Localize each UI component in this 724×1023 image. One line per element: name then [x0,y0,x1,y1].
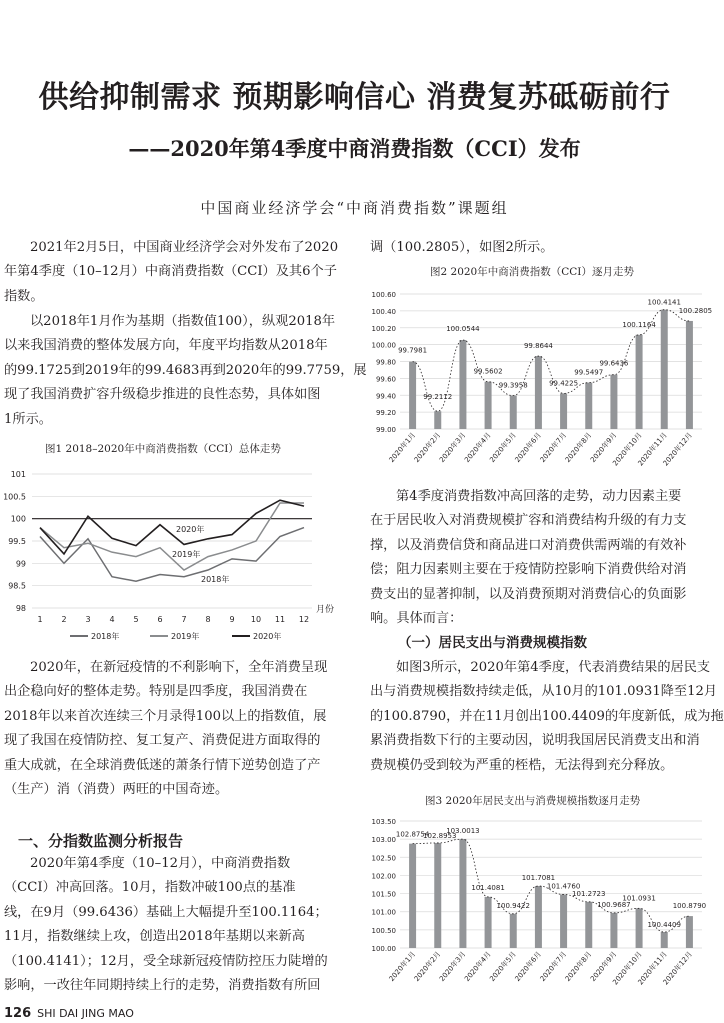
text-line: 2020年，在新冠疫情的不利影响下，全年消费呈现 [30,660,328,675]
x-tick-label: 2020年9月 [588,431,619,465]
x-tick-label: 2020年9月 [588,950,619,984]
series-inline-label: 2018年 [201,575,230,584]
paragraph-continuation [370,236,708,260]
x-tick-label: 2020年12月 [661,950,694,987]
paragraph-intro [4,236,338,309]
text-line: 指数。 [4,288,44,304]
text-line: 现了我国消费扩容升级稳步推进的良性态势，具体如图 [4,387,321,403]
bar [661,932,668,948]
text-line: 2020年第4季度（10–12月），中商消费指数 [30,856,291,871]
bar [434,843,441,948]
x-axis-label: 月份 [316,605,335,615]
byline: 中国商业经济学会“中商消费指数”课题组 [200,199,509,217]
bar [510,914,517,948]
x-tick-label: 2020年2月 [412,950,443,984]
text-line: 影响，一改往年同期持续上行的走势，消费指数有所回 [4,978,321,994]
y-tick-label: 101.50 [371,890,396,899]
article-title: 供给抑制需求 预期影响信心 消费复苏砥砺前行 [38,80,671,115]
y-tick-label: 99.80 [375,358,396,367]
y-tick-label: 102.50 [371,854,396,863]
data-label: 100.4141 [647,298,681,307]
text-line: 累消费指数下行的主要动因，说明我国居民消费支出和消 [370,733,700,749]
text-line: 以2018年1月作为基期（指数值100），纵观2018年 [30,314,336,329]
data-label: 101.4081 [471,883,505,892]
y-tick-label: 100.20 [371,324,396,333]
x-tick-label: 2020年6月 [513,431,543,465]
x-tick-label: 2020年11月 [636,431,669,468]
bar [585,902,592,948]
data-label: 101.2723 [572,889,606,898]
y-tick-label: 101 [10,470,26,479]
x-tick-label: 11 [274,615,286,624]
data-label: 99.6436 [599,359,629,368]
subsection-heading: （一）居民支出与消费规模指数 [398,635,587,651]
data-label: 99.3958 [498,381,528,390]
series-line-2019年 [40,503,304,570]
bar [636,335,643,429]
y-tick-label: 100.50 [371,926,396,935]
article-subtitle: ——2020年第4季度中商消费指数（CCI）发布 [128,136,581,161]
bar [434,411,441,429]
bar [535,886,542,948]
figure3-caption: 图3 2020年居民支出与消费规模指数逐月走势 [425,795,641,807]
x-tick-label: 2020年5月 [488,950,518,984]
bar [610,913,617,948]
data-label: 100.4409 [647,921,681,930]
page-footer [4,1006,134,1021]
page-number: 126 [4,1006,32,1021]
bar [686,321,693,429]
text-line: 2018年以来首次连续三个月录得100以上的指数值，展 [4,708,327,724]
text-line: （100.4141）；12月，受全球新冠疫情防控压力陡增的 [4,953,328,969]
figure1-line-chart [0,462,345,647]
data-label: 100.2805 [678,306,713,315]
x-tick-label: 8 [205,615,211,624]
y-tick-label: 103.00 [371,836,396,845]
y-tick-label: 99.40 [375,392,396,401]
x-tick-label: 5 [133,615,139,624]
y-tick-label: 99.00 [375,426,396,434]
legend-label: 2019年 [171,632,200,641]
x-tick-label: 12 [298,615,310,624]
data-label: 100.9687 [597,900,631,909]
bar [459,839,466,948]
bar [485,897,492,948]
x-tick-label: 9 [229,615,235,624]
x-tick-label: 2020年8月 [563,950,594,984]
y-tick-label: 100.40 [371,307,396,316]
y-tick-label: 103.50 [371,818,396,826]
text-line: 响。具体而言： [370,611,463,627]
data-label: 100.9422 [496,901,530,910]
bar [610,375,617,429]
paragraph-base-period [4,310,367,432]
data-label: 99.4225 [549,379,579,388]
data-label: 101.4760 [546,882,581,891]
bar [636,908,643,948]
figure2-bar-chart [362,284,713,474]
text-line: 年第4季度（10–12月）中商消费指数（CCI）及其6个子 [4,264,337,280]
bar [459,340,466,429]
data-label: 102.8953 [423,831,457,840]
figure1-caption: 图1 2018–2020年中商消费指数（CCI）总体走势 [45,443,281,455]
bar [535,356,542,429]
text-line: 1所示。 [4,411,52,427]
data-label: 103.0013 [446,827,480,836]
text-line: 出与消费规模指数持续走低，从10月的101.0931降至12月 [370,684,718,700]
magazine-name: SHI DAI JING MAO [37,1007,134,1020]
paragraph-resident-spending [370,656,724,778]
text-line: （CCI）冲高回落。10月，指数冲破100点的基准 [4,880,296,896]
y-tick-label: 100.00 [371,945,396,953]
data-label: 99.7981 [398,346,428,355]
y-tick-label: 100 [10,514,26,524]
data-label: 99.8644 [523,342,553,351]
paragraph-q4-index [4,852,338,998]
text-line: （生产）消（消费）两旺的中国奇迹。 [4,782,229,798]
text-line: 的100.8790，并在11月创出100.4409的年度新低，成为拖 [370,708,724,724]
figure3-bar-chart [362,813,708,1005]
x-tick-label: 10 [250,615,262,624]
paragraph-2020-overview [4,656,338,802]
text-line: 11月，指数继续上攻，创造出2018年基期以来新高 [4,929,305,945]
data-label: 99.2112 [423,393,453,402]
x-tick-label: 2020年6月 [513,950,543,984]
x-tick-label: 2020年1月 [387,950,418,984]
section-heading: 一、分指数监测分析报告 [18,832,184,850]
x-tick-label: 2020年5月 [488,431,518,465]
y-tick-label: 102.00 [371,872,396,881]
data-label: 100.1164 [622,320,656,329]
x-tick-label: 2020年2月 [412,431,443,465]
bar [661,310,668,429]
text-line: 的99.1725到2019年的99.4683再到2020年的99.7759，展 [4,362,367,378]
text-line: 撑，以及消费信贷和商品进口对消费供需两端的有效补 [370,537,687,553]
text-line: 出企稳向好的整体走势。特别是四季度，我国消费在 [4,684,308,700]
data-label: 100.8790 [672,902,707,911]
y-tick-label: 100.00 [371,341,396,350]
x-tick-label: 2020年4月 [463,950,493,984]
text-line: 如图3所示，2020年第4季度，代表消费结果的居民支 [396,660,711,675]
text-line: 偿；阻力因素则主要在于疫情防控影响下消费供给对消 [370,562,687,578]
text-line: 第4季度消费指数冲高回落的走势，动力因素主要 [396,489,682,504]
bar [510,396,517,429]
data-label: 102.8754 [395,830,430,839]
bar [686,916,693,948]
bar [409,844,416,948]
x-tick-label: 1 [37,615,43,624]
data-label: 100.0544 [446,325,480,334]
data-label: 99.5602 [473,367,503,376]
x-tick-label: 2020年10月 [611,950,644,987]
y-tick-label: 99 [15,559,26,569]
y-tick-label: 99.60 [375,375,396,384]
text-line: 2021年2月5日，中国商业经济学会对外发布了2020 [30,240,339,255]
bar [485,382,492,429]
x-tick-label: 2 [61,615,67,624]
series-inline-label: 2020年 [176,525,205,534]
x-tick-label: 2020年1月 [387,431,418,465]
legend-label: 2018年 [91,632,120,641]
y-tick-label: 98 [15,604,26,613]
y-tick-label: 98.5 [8,581,26,591]
x-tick-label: 7 [181,615,187,624]
y-tick-label: 101.00 [371,908,396,917]
x-tick-label: 3 [85,615,91,624]
x-tick-label: 2020年10月 [611,431,644,468]
paragraph-drivers [370,485,708,631]
x-tick-label: 2020年3月 [437,950,468,984]
x-tick-label: 2020年3月 [437,431,468,465]
x-tick-label: 2020年7月 [538,431,569,465]
x-tick-label: 2020年11月 [636,950,669,987]
series-inline-label: 2019年 [172,550,201,559]
x-tick-label: 2020年7月 [538,950,569,984]
text-line: 费规模仍受到较为严重的桎梏，无法得到充分释放。 [370,757,674,773]
text-line: 费支出的显著抑制，以及消费预期对消费信心的负面影 [370,586,687,602]
y-tick-label: 99.5 [8,537,26,546]
text-line: 调（100.2805），如图2所示。 [370,240,554,255]
text-line: 现了我国在疫情防控、复工复产、消费促进方面取得的 [4,733,321,749]
text-line: 以来我国消费的整体发展方向，年度平均指数从2018年 [4,338,328,354]
x-tick-label: 2020年12月 [661,431,694,468]
bar [560,393,567,429]
text-line: 重大成就，在全球消费低迷的萧条行情下逆势创造了产 [4,757,321,773]
figure2-caption: 图2 2020年中商消费指数（CCI）逐月走势 [430,266,634,278]
text-line: 在于居民收入对消费规模扩容和消费结构升级的有力支 [370,513,687,529]
y-tick-label: 99.20 [375,409,396,418]
x-tick-label: 6 [157,615,163,624]
data-label: 101.7081 [521,874,556,883]
data-label: 99.5497 [574,368,604,377]
y-tick-label: 100.5 [3,492,26,502]
text-line: 线，在9月（99.6436）基础上大幅提升至100.1164； [4,904,328,920]
bar [560,894,567,948]
legend-label: 2020年 [253,632,282,641]
y-tick-label: 100.60 [371,291,396,299]
bar [409,362,416,429]
x-tick-label: 2020年4月 [463,431,493,465]
bar [585,383,592,429]
x-tick-label: 2020年8月 [563,431,594,465]
data-label: 101.0931 [622,894,656,903]
x-tick-label: 4 [109,615,115,624]
